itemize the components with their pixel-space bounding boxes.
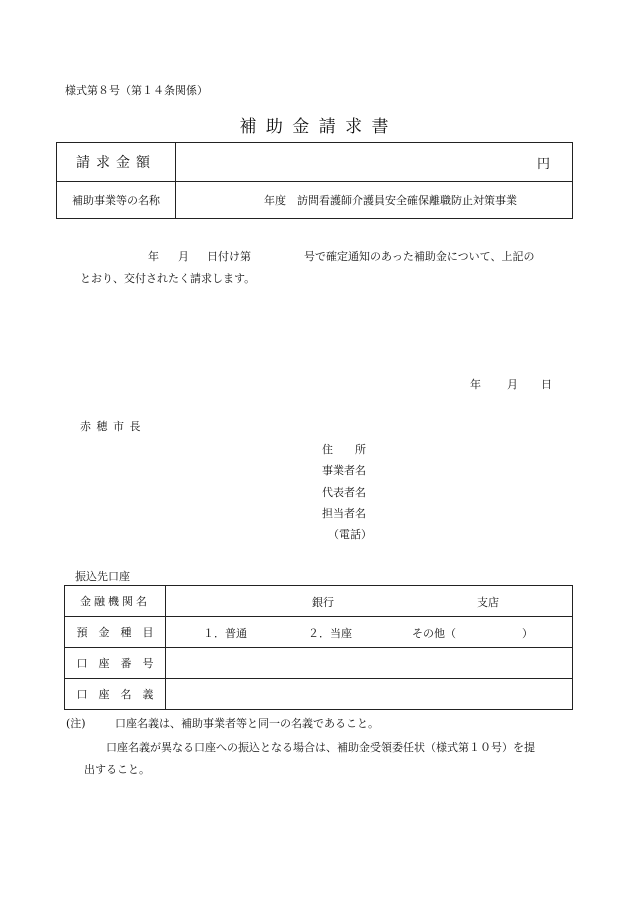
institution-field[interactable] [166,586,573,617]
project-name-field[interactable] [176,182,573,219]
form-number: 様式第８号（第１４条関係） [65,84,208,97]
business-name-label: 事業者名 [322,464,366,477]
project-name-label: 補助事業等の名称 [57,182,176,219]
date-month: 月 [507,378,518,391]
account-number-field[interactable] [166,648,573,679]
deposit-option-ordinary[interactable]: １．普通 [203,627,247,640]
bank-account-table [64,585,573,710]
project-name-value: 年度 訪問看護師介護員安全確保離職防止対策事業 [264,194,517,207]
yen-unit: 円 [536,156,550,172]
body-date-number: 日付け第 [207,250,251,263]
date-day: 日 [541,378,552,391]
project-name-row [57,182,573,219]
claim-amount-field[interactable] [176,143,573,182]
deposit-type-field [166,617,573,648]
account-number-label: 口 座 番 号 [65,648,166,679]
recipient: 赤 穂 市 長 [80,420,142,433]
note-1: 口座名義は、補助事業者等と同一の名義であること。 [115,717,379,730]
account-heading: 振込先口座 [75,570,130,583]
note-prefix: (注) [66,717,86,730]
institution-label: 金融機関名 [65,586,166,617]
branch-suffix: 支店 [477,596,499,609]
date-year: 年 [470,378,481,391]
deposit-type-row [65,617,573,648]
claim-amount-row [57,143,573,182]
claim-summary-table [56,142,573,219]
account-holder-row [65,679,573,710]
phone-label: （電話） [328,528,372,541]
deposit-option-checking[interactable]: ２．当座 [308,627,352,640]
address-label: 住 所 [322,443,366,456]
bank-suffix: 銀行 [312,596,334,609]
account-holder-label: 口 座 名 義 [65,679,166,710]
institution-row [65,586,573,617]
deposit-type-label: 預 金 種 目 [65,617,166,648]
document-title: 補 助 金 請 求 書 [239,117,391,137]
deposit-option-other[interactable]: その他（ ） [412,627,533,640]
representative-label: 代表者名 [322,486,366,499]
body-month: 月 [178,250,189,263]
note-2-line1: 口座名義が異なる口座への振込となる場合は、補助金受領委任状（様式第１０号）を提 [106,741,535,754]
body-text-line2: とおり、交付されたく請求します。 [80,272,256,285]
body-text-line1: 号で確定通知のあった補助金について、上記の [304,250,535,263]
account-number-row [65,648,573,679]
contact-person-label: 担当者名 [322,507,366,520]
account-holder-field[interactable] [166,679,573,710]
note-2-line2: 出すること。 [84,763,150,776]
claim-amount-label: 請求金額 [57,143,176,182]
body-year: 年 [148,250,159,263]
